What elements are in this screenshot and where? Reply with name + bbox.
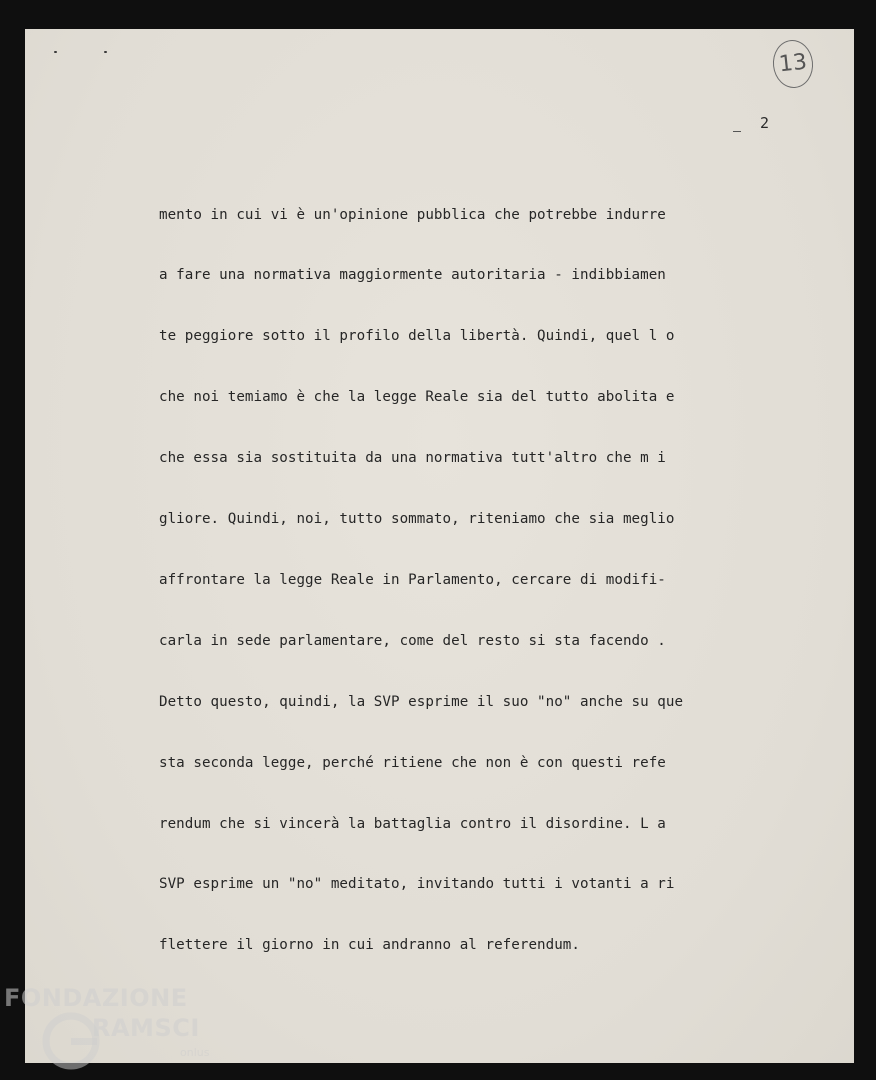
- text-line: te peggiore sotto il profilo della libertà. Quindi, quel l o: [159, 328, 675, 345]
- text-line: che noi temiamo è che la legge Reale sia del tutto abolita e: [159, 389, 675, 406]
- text-line: sta seconda legge, perché ritiene che non è con questi refe: [159, 754, 666, 771]
- text-line: SVP esprime un "no" meditato, invitando tutti i votanti a ri: [159, 876, 675, 893]
- text-line: Detto questo, quindi, la SVP esprime il suo "no" anche su que: [159, 693, 684, 710]
- page-number-dash: [733, 131, 741, 132]
- text-line: a fare una normativa maggiormente autoritaria - indibbiamen: [159, 267, 666, 284]
- text-line: rendum che si vincerà la battaglia contro il disordine. L a: [159, 815, 666, 832]
- watermark-line-2: RAMSCI: [92, 1014, 200, 1042]
- text-line: flettere il giorno in cui andranno al referendum.: [159, 937, 580, 954]
- typewritten-body: [159, 164, 779, 996]
- text-line: carla in sede parlamentare, come del resto si sta facendo .: [159, 632, 666, 649]
- paper-speck: [104, 51, 107, 53]
- text-line: gliore. Quindi, noi, tutto sommato, riteniamo che sia meglio: [159, 511, 675, 528]
- text-line: mento in cui vi è un'opinione pubblica che potrebbe indurre: [159, 206, 666, 223]
- text-line: che essa sia sostituita da una normativa tutt'altro che m i: [159, 450, 666, 467]
- paper-speck: [54, 51, 57, 53]
- text-line: affrontare la legge Reale in Parlamento, cercare di modifi-: [159, 571, 666, 588]
- fondazione-gramsci-watermark: [4, 984, 224, 1076]
- page-number: 2: [760, 114, 770, 132]
- folio-number-circle: 13: [771, 38, 816, 90]
- watermark-line-3: onlus: [180, 1046, 210, 1059]
- watermark-line-1: FONDAZIONE: [4, 984, 188, 1012]
